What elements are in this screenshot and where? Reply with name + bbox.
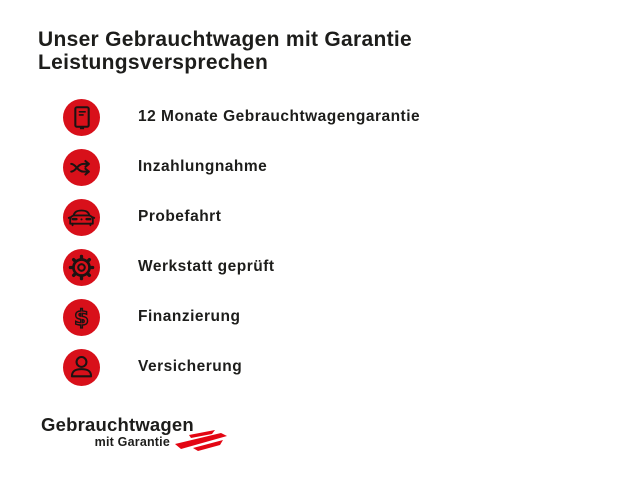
dollar-icon (63, 299, 100, 336)
list-item (63, 92, 420, 142)
gear-icon (63, 249, 100, 286)
benefit-list (63, 92, 420, 392)
benefit-label: 12 Monate Gebrauchtwagengarantie (138, 108, 421, 125)
benefit-label: Inzahlungnahme (138, 158, 268, 175)
list-item (63, 142, 420, 192)
warranty-booklet-icon (63, 99, 100, 136)
person-icon (63, 349, 100, 386)
gebrauchtwagen-mit-garantie-logo (41, 414, 241, 449)
list-item (63, 342, 420, 392)
logo-wordmark: Gebrauchtwagen (41, 414, 194, 435)
list-item (63, 292, 420, 342)
benefit-label: Versicherung (138, 358, 243, 375)
page-title (38, 28, 412, 74)
page-title-line1: Unser Gebrauchtwagen mit Garantie (38, 28, 412, 51)
benefit-label: Werkstatt geprüft (138, 258, 275, 275)
benefit-label: Probefahrt (138, 208, 222, 225)
trade-in-shuffle-icon (63, 149, 100, 186)
list-item (63, 192, 420, 242)
red-swoosh-icon (171, 429, 229, 451)
svg-text:$: $ (73, 305, 90, 331)
benefit-label: Finanzierung (138, 308, 241, 325)
list-item (63, 242, 420, 292)
car-icon (63, 199, 100, 236)
logo-subline: mit Garantie (94, 435, 170, 449)
page-title-line2: Leistungsversprechen (38, 51, 269, 74)
